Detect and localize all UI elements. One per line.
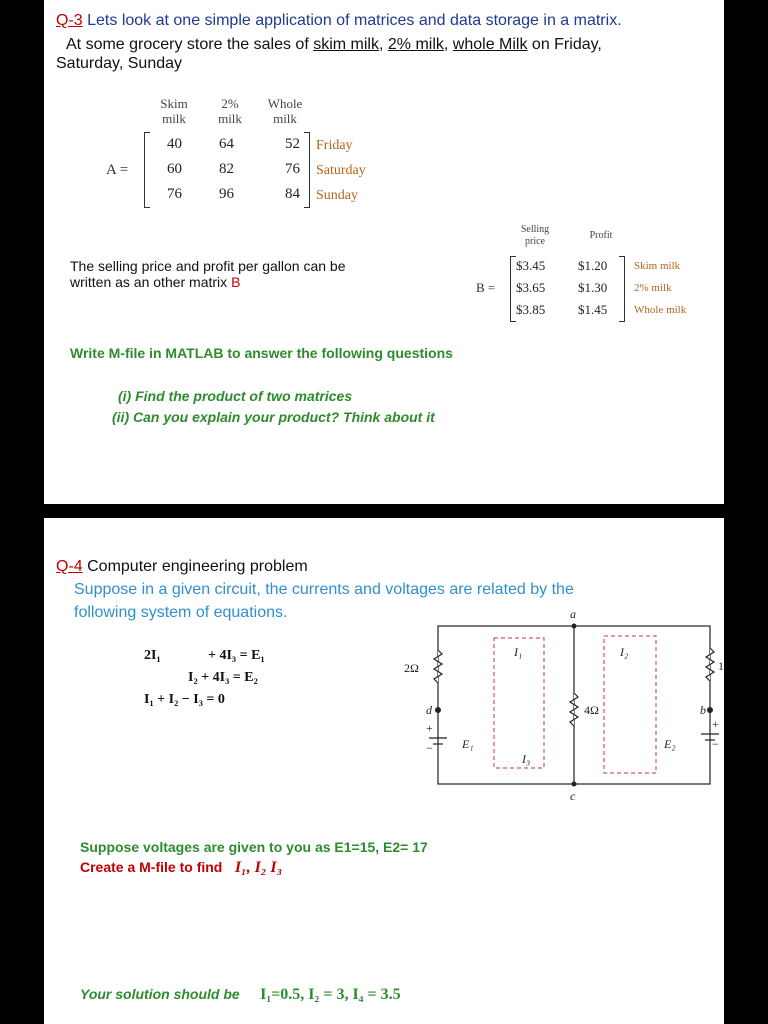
q3-question-1: (i) Find the product of two matrices [118,388,353,404]
matrix-a [106,94,426,214]
matrix-b-cell: $3.65 [516,280,546,295]
equation-system [144,648,344,728]
matrix-a-cell: 96 [219,186,234,202]
e2-minus-sign: − [712,737,719,751]
current-i1-label: I₁ [514,645,523,659]
q3-sep2: , [443,36,453,53]
matrix-a-left-bracket [144,132,150,208]
q4-task-line [80,859,282,877]
q4-desc-line1: Suppose in a given circuit, the currents and voltages are related by the [74,581,574,598]
matrix-b-col-header-2 [576,230,626,242]
matrix-a-cell: 84 [285,186,300,202]
q3-title: Lets look at one simple application of matrices and data storage in a matrix. [87,12,622,29]
header-text: price [525,236,545,247]
header-text: milk [273,111,297,126]
node-c-label: c [570,789,576,803]
q3-line3: Saturday, Sunday [56,55,183,72]
source-e1-label: E₁ [462,737,474,751]
q4-number: Q-4 [56,558,83,575]
header-text: Selling [520,224,550,235]
matrix-a-label: A = [106,162,129,178]
e1-plus-sign: + [426,721,433,735]
matrix-b-cell: $1.30 [578,280,608,295]
price-text-line2: written as an other matrix [70,274,228,290]
source-e2-label: E₂ [664,737,676,751]
node-c-dot [572,782,577,787]
q3-number: Q-3 [56,12,83,29]
matrix-b [476,222,716,322]
loop-i2-path [604,636,656,773]
node-a-dot [572,624,577,629]
header-text: Skim [160,96,188,111]
q4-task-vars: I₁, I₂ I₃ [234,859,283,876]
q3-line2 [66,36,602,54]
matrix-b-cell: $3.45 [516,258,546,273]
matrix-b-col-header-1 [510,224,560,248]
matrix-a-cell: 82 [219,161,234,177]
current-i3-label: I₃ [522,752,531,766]
header-text: Whole [267,96,303,111]
q3-item-2pct: 2% milk [387,36,444,53]
resistor-1ohm-label: 1 [718,659,724,673]
node-b-dot [707,707,713,713]
q3-line2-suffix: on Friday, [527,36,602,53]
q3-line2-prefix: At some grocery store the sales of [66,36,314,53]
resistor-2ohm [434,650,442,683]
q3-question-2: (ii) Can you explain your product? Think about it [112,409,435,425]
node-d-dot [435,707,441,713]
matrix-a-cell: 64 [219,136,234,152]
node-b-label: b [700,703,706,717]
equation-1: + 4I₃ = E₁ [208,648,265,663]
matrix-a-col-header-2 [210,96,250,126]
price-text [70,258,346,290]
equation-3: I₁ + I₂ − I₃ = 0 [144,692,225,707]
matrix-a-cell: 40 [167,136,182,152]
matrix-a-row-label: Sunday [316,188,358,203]
matrix-b-label: B = [476,280,496,295]
q4-panel [44,518,724,1024]
e2-plus-sign: + [712,717,719,731]
resistor-2ohm-label: 2Ω [404,661,419,675]
matrix-a-cell: 52 [285,136,300,152]
matrix-a-cell: 76 [285,161,300,177]
q3-panel [44,0,724,504]
node-a-label: a [570,607,576,621]
matrix-a-row-label: Friday [316,138,353,153]
price-text-line1: The selling price and profit per gallon can be [70,258,346,274]
q3-title-line [56,12,622,30]
q4-task-prefix: Create a M-file to find [80,859,223,875]
matrix-a-right-bracket [304,132,310,208]
matrix-b-cell: $3.85 [516,302,546,317]
q3-sep1: , [378,36,388,53]
matrix-a-col-header-1 [154,96,194,126]
equation-2: I₂ + 4I₃ = E₂ [188,670,258,685]
q4-given-voltages: Suppose voltages are given to you as E1=15, E2= 17 [80,839,428,855]
q4-solution-prefix: Your solution should be [80,986,240,1002]
matrix-b-row-label: Skim milk [634,260,681,272]
q4-solution-line [80,986,401,1004]
matrix-b-cell: $1.20 [578,258,608,273]
header-text: milk [218,111,242,126]
matrix-a-cell: 76 [167,186,182,202]
matrix-a-cell: 60 [167,161,182,177]
resistor-4ohm [570,693,578,726]
current-i2-label: I₂ [620,645,629,659]
matrix-b-right-bracket [619,256,625,322]
circuit-diagram [394,598,724,808]
e1-minus-sign: − [426,741,433,755]
price-text-b: B [231,274,241,290]
resistor-1ohm [706,648,714,681]
q4-title: Computer engineering problem [87,558,308,575]
header-text: 2% [221,96,239,111]
header-text: Profit [589,230,613,241]
q3-item-skim: skim milk [313,36,379,53]
node-d-label: d [426,703,432,717]
matrix-b-cell: $1.45 [578,302,608,317]
q3-instruction: Write M-file in MATLAB to answer the following questions [70,345,453,361]
resistor-4ohm-label: 4Ω [584,703,599,717]
equation-term: 2I₁ [144,648,161,663]
header-text: milk [162,111,186,126]
q4-title-line [56,558,308,576]
matrix-a-col-header-3 [261,96,309,126]
matrix-b-row-label: 2% milk [634,282,672,294]
matrix-a-row-label: Saturday [316,163,366,178]
q4-desc-line2: following system of equations. [74,604,288,621]
matrix-b-row-label: Whole milk [634,304,687,316]
q4-solution-values: I₁=0.5, I₂ = 3, I₄ = 3.5 [260,986,401,1003]
q3-item-whole: whole Milk [452,36,528,53]
